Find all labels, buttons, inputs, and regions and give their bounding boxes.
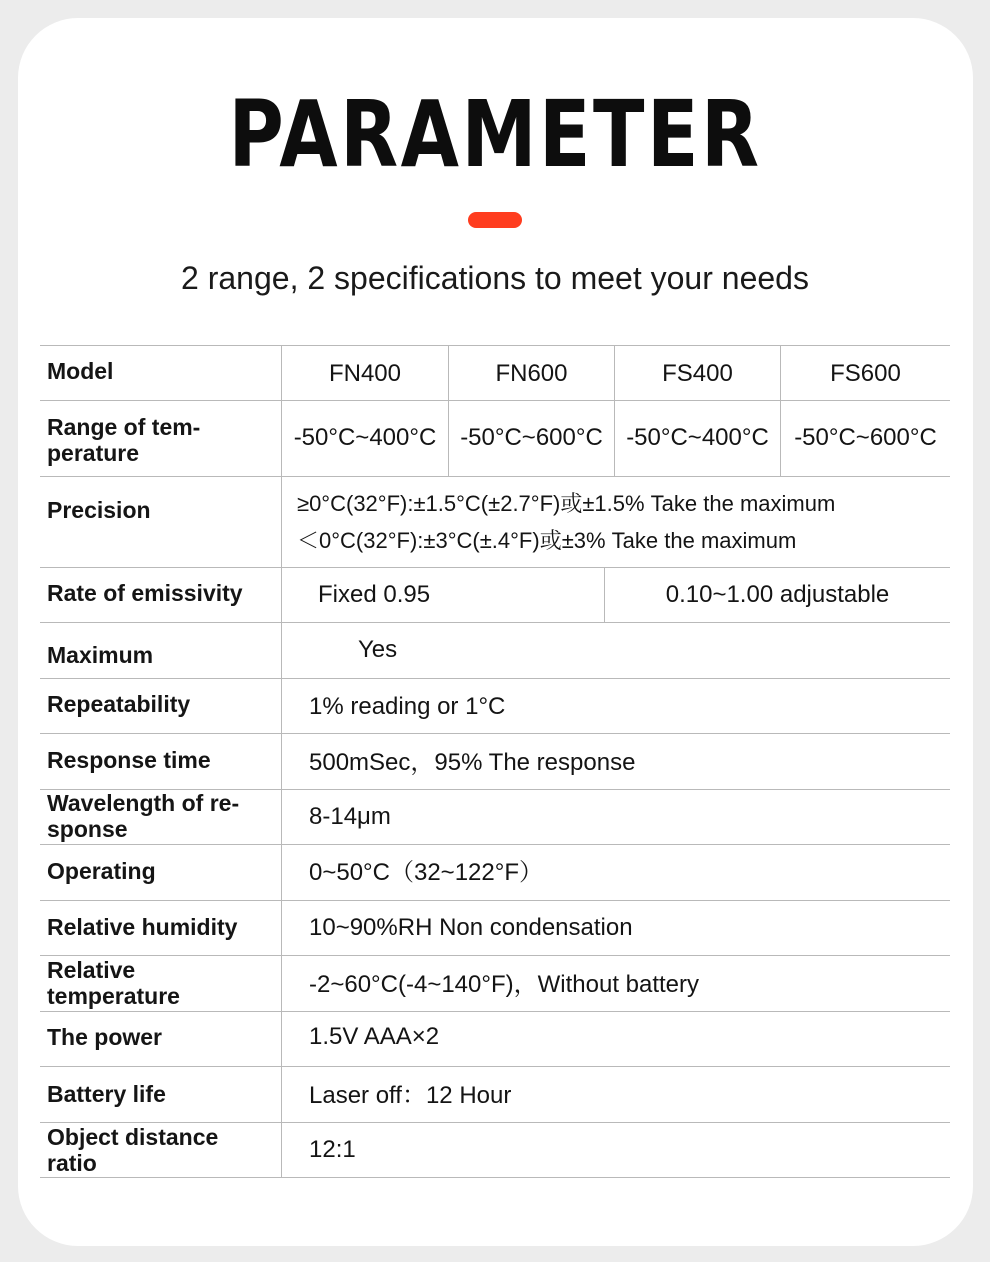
range-fs600: -50°C~600°C: [794, 424, 937, 451]
row-label-precision: Precision: [47, 497, 151, 523]
title-accent-bar: [468, 212, 522, 228]
precision-values: [297, 485, 947, 559]
response-time-value: 500mSec，95% The response: [309, 749, 636, 776]
range-fn600: -50°C~600°C: [460, 424, 603, 451]
range-fs400: -50°C~400°C: [626, 424, 769, 451]
row-label-distance-ratio: Object distance ratio: [47, 1124, 219, 1176]
humidity-value: 10~90%RH Non condensation: [309, 913, 633, 941]
row-label-operating: Operating: [47, 858, 156, 884]
emissivity-adjustable: 0.10~1.00 adjustable: [665, 580, 890, 608]
row-label-humidity: Relative humidity: [47, 914, 238, 940]
model-fn600: FN600: [495, 360, 568, 387]
row-label-range: Range of tem- perature: [47, 414, 201, 466]
page-subtitle: 2 range, 2 specifications to meet your needs: [181, 260, 809, 296]
page-title: PARAMETER: [228, 81, 762, 188]
row-label-power: The power: [47, 1024, 163, 1050]
repeatability-value: 1% reading or 1°C: [309, 693, 506, 720]
battery-life-value: Laser off：12 Hour: [309, 1082, 512, 1109]
precision-line-negative: ＜0°C(32°F):±3°C(±.4°F)或±3% Take the maximum: [297, 528, 797, 553]
row-label-repeatability: Repeatability: [47, 691, 191, 717]
row-label-model: Model: [47, 358, 114, 384]
range-fn400: -50°C~400°C: [293, 424, 437, 451]
emissivity-fixed: Fixed 0.95: [318, 580, 431, 608]
row-label-response-time: Response time: [47, 747, 211, 773]
wavelength-value: 8-14μm: [309, 802, 391, 830]
relative-temperature-value: -2~60°C(-4~140°F)，Without battery: [309, 971, 700, 998]
row-label-maximum: Maximum: [47, 641, 154, 668]
model-fs600: FS600: [830, 360, 901, 387]
power-value: 1.5V AAA×2: [309, 1023, 440, 1050]
maximum-value: Yes: [358, 635, 398, 663]
model-fn400: FN400: [328, 360, 402, 387]
distance-ratio-value: 12:1: [309, 1135, 356, 1163]
row-label-battery-life: Battery life: [47, 1080, 166, 1107]
model-fs400: FS400: [662, 360, 733, 387]
row-label-relative-temperature: Relative temperature: [47, 957, 180, 1009]
row-label-emissivity: Rate of emissivity: [47, 580, 243, 606]
precision-line-positive: ≥0°C(32°F):±1.5°C(±2.7°F)或±1.5% Take the maximum: [297, 491, 836, 516]
row-label-wavelength: Wavelength of re- sponse: [47, 790, 240, 842]
operating-value: 0~50°C（32~122°F）: [309, 859, 543, 886]
